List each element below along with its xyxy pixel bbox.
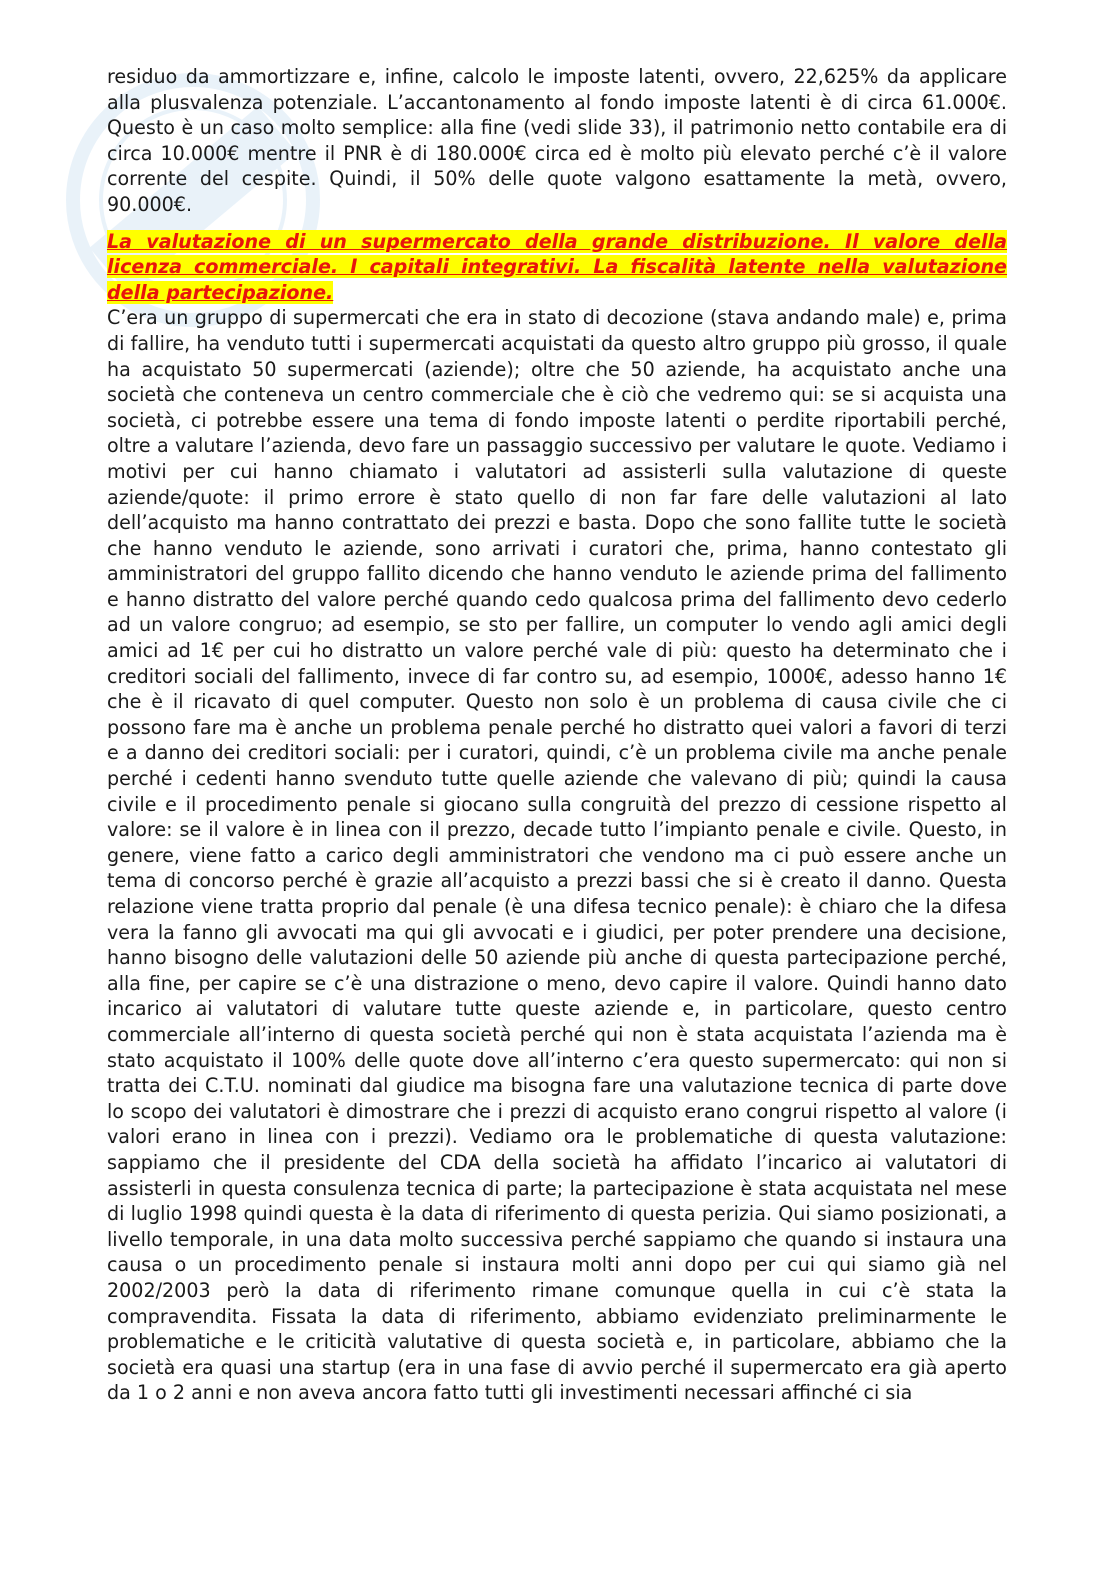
section-heading-text: La valutazione di un supermercato della grande distribuzione. Il valore della licenza commerciale. I capitali integrativi. La fiscalità latente nella valutazione della partecipazione. xyxy=(107,229,1007,304)
paragraph-1: residuo da ammortizzare e, infine, calcolo le imposte latenti, ovvero, 22,625% da applicare alla plusvalenza potenziale. L’accantonamento al fondo imposte latenti è di circa 61.000€. Questo è un caso molto semplice: alla fine (vedi slide 33), il patrimonio netto contabile era di circa 10.000€ mentre il PNR è di 180.000€ circa ed è molto più elevato perché c’è il valore corrente del cespite. Quindi, il 50% delle quote valgono esattamente la metà, ovvero, 90.000€. xyxy=(107,65,1007,216)
section-heading xyxy=(107,229,1007,306)
document-page xyxy=(107,64,1007,1406)
paragraph-2: C’era un gruppo di supermercati che era in stato di decozione (stava andando male) e, prima di fallire, ha venduto tutti i supermercati acquistati da questo altro gruppo più grosso, il quale ha acquistato 50 supermercati (aziende); oltre che 50 aziende, ha acquistato anche una società che conteneva un centro commerciale che è ciò che vedremo qui: se si acquista una società, ci potrebbe essere una tema di fondo imposte latenti o perdite riportabili perché, oltre a valutare l’azienda, devo fare un passaggio successivo per valutare le quote. Vediamo i motivi per cui hanno chiamato i valutatori ad assisterli sulla valutazione di queste aziende/quote: il primo errore è stato quello di non far fare delle valutazioni al lato dell’acquisto ma hanno contrattato dei prezzi e basta. Dopo che sono fallite tutte le società che hanno venduto le aziende, sono arrivati i curatori che, prima, hanno contestato gli amministratori del gruppo fallito dicendo che hanno venduto le aziende prima del fallimento e hanno distratto del valore perché quando cedo qualcosa prima del fallimento devo cederlo ad un valore congruo; ad esempio, se sto per fallire, un computer lo vendo agli amici degli amici ad 1€ per cui ho distratto un valore perché vale di più: questo ha determinato che i creditori sociali del fallimento, invece di far contro su, ad esempio, 1000€, adesso hanno 1€ che è il ricavato di quel computer. Questo non solo è un problema di causa civile che ci possono fare ma è anche un problema penale perché ho distratto quei valori a favori di terzi e a danno dei creditori sociali: per i curatori, quindi, c’è un problema civile ma anche penale perché i cedenti hanno svenduto tutte quelle aziende che valevano di più; quindi la causa civile e il procedimento penale si giocano sulla congruità del prezzo di cessione rispetto al valore: se il valore è in linea con il prezzo, decade tutto l’impianto penale e civile. Questo, in genere, viene fatto a carico degli amministratori che vendono ma ci può essere anche un tema di concorso perché è grazie all’acquisto a prezzi bassi che si è creato il danno. Questa relazione viene tratta proprio dal penale (è una difesa tecnico penale): è chiaro che la difesa vera la fanno gli avvocati ma qui gli avvocati e i giudici, per poter prendere una decisione, hanno bisogno delle valutazioni delle 50 aziende più anche di questa partecipazione perché, alla fine, per capire se c’è una distrazione o meno, devo capire il valore. Quindi hanno dato incarico ai valutatori di valutare tutte queste aziende e, in particolare, questo centro commerciale all’interno di questa società perché qui non è stata acquistata l’azienda ma è stato acquistato il 100% delle quote dove all’interno c’era questo supermercato: qui non si tratta dei C.T.U. nominati dal giudice ma bisogna fare una valutazione tecnica di parte dove lo scopo dei valutatori è dimostrare che i prezzi di acquisto erano congrui rispetto al valore (i valori erano in linea con i prezzi). Vediamo ora le problematiche di questa valutazione: sappiamo che il presidente del CDA della società ha affidato l’incarico ai valutatori di assisterli in questa consulenza tecnica di parte; la partecipazione è stata acquistata nel mese di luglio 1998 quindi questa è la data di riferimento di questa perizia. Qui siamo posizionati, a livello temporale, in una data molto successiva perché sappiamo che quando si instaura una causa o un procedimento penale si instaura molti anni dopo per cui qui siamo già nel 2002/2003 però la data di riferimento rimane comunque quella in cui c’è stata la compravendita. Fissata la data di riferimento, abbiamo evidenziato preliminarmente le problematiche e le criticità valutative di questa società e, in particolare, abbiamo che la società era quasi una startup (era in una fase di avvio perché il supermercato era già aperto da 1 o 2 anni e non aveva ancora fatto tutti gli investimenti necessari affinché ci sia xyxy=(107,306,1007,1405)
